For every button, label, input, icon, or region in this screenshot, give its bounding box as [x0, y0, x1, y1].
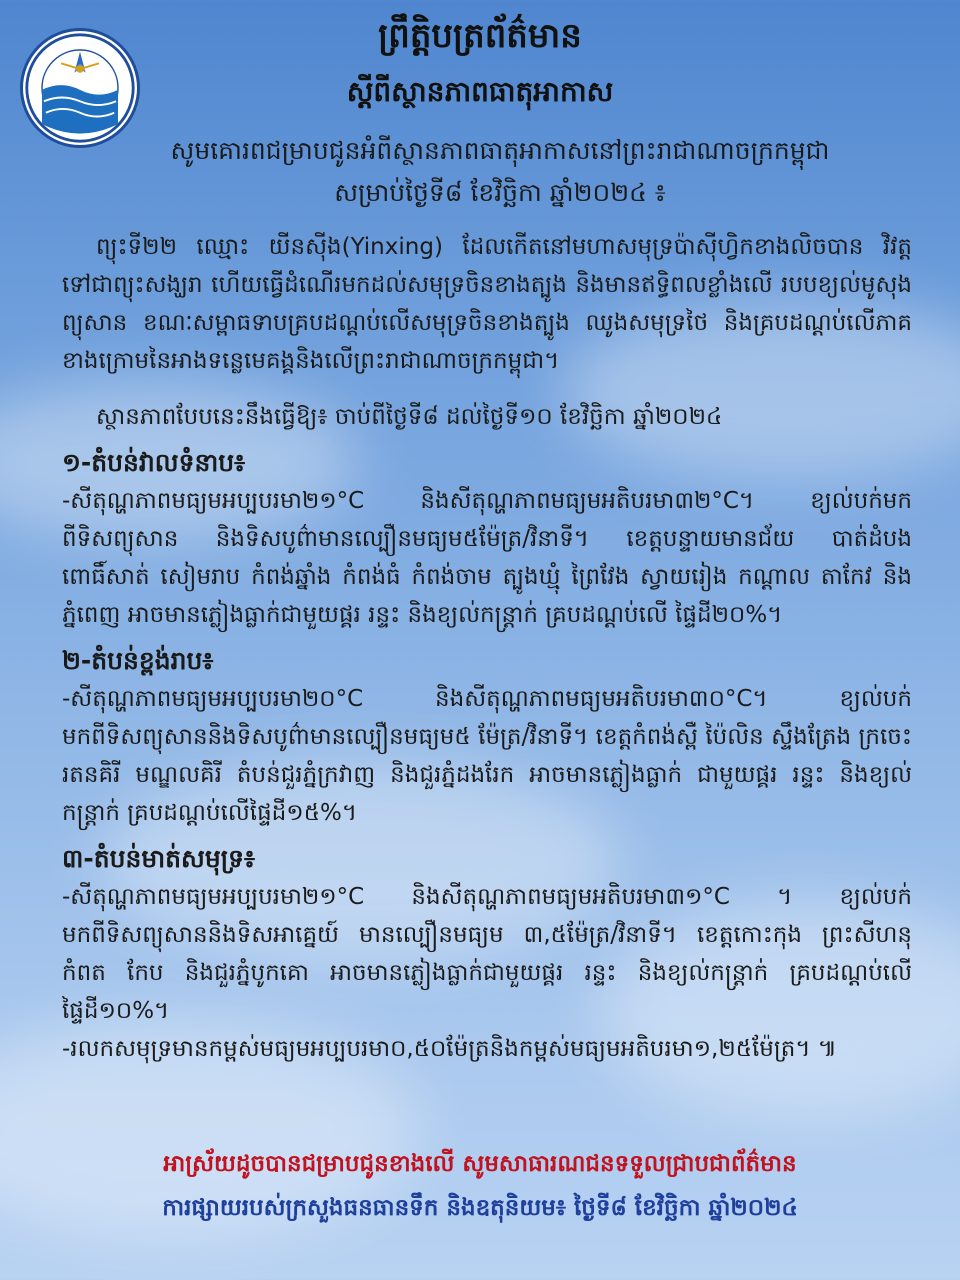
- page-subtitle: ស្តីពីស្ថានភាពធាតុអាកាស: [346, 75, 614, 108]
- footer-publisher: ការផ្សាយរបស់ក្រសួងធនធានទឹក និងឧតុនិយម៖ ថ្ងៃទី៨ ខែវិច្ឆិកា ឆ្នាំ២០២៤: [162, 1195, 798, 1221]
- section-coastal-body: -សីតុណ្ហភាពមធ្យមអប្បបរមា២១°C និងសីតុណ្ហភាពមធ្យមអតិបរមា៣១°C ។ ខ្យល់បក់ មកពីទិសព្យុសាននិងទិសអាគ្នេយ៍ មានល្បឿនមធ្យម ៣,៥ម៉ែត្រ/វិនាទី។ ខេត្តកោះកុង ព្រះសីហនុ កំពត កែប និងជួរភ្នំបូកគោ អាចមានភ្លៀងធ្លាក់ជាមួយផ្គរ រន្ទះ និងខ្យល់កន្ត្រាក់ គ្របដណ្តប់លើផ្ទៃដី១០%។: [62, 884, 912, 1024]
- page-title: ព្រឹត្តិបត្រព័ត៌មាន: [378, 16, 582, 56]
- section-lowland-body: -សីតុណ្ហភាពមធ្យមអប្បបរមា២១°C និងសីតុណ្ហភាពមធ្យមអតិបរមា៣២°C។ ខ្យល់បក់មក ពីទិសព្យុសាន និងទិសបូព៌ាមានល្បឿនមធ្យម៥ម៉ែត្រ/វិនាទី។ ខេត្តបន្ទាយមានជ័យ បាត់ដំបង ពោធិ៍សាត់ សៀមរាប កំពង់ឆ្នាំង កំពង់ធំ កំពង់ចាម ត្បូងឃ្មុំ ព្រៃវែង ស្វាយរៀង កណ្តាល តាកែវ និងភ្នំពេញ អាចមានភ្លៀងធ្លាក់ជាមួយផ្គរ រន្ទះ និងខ្យល់កន្ត្រាក់ គ្របដណ្តប់លើ ផ្ទៃដី២០%។: [62, 488, 912, 628]
- section-lowland-title: ១-តំបន់វាលទំនាប៖: [62, 448, 246, 477]
- header: [0, 8, 960, 115]
- section-plateau-title: ២-តំបន់ខ្ពង់រាប៖: [62, 646, 214, 675]
- duration-paragraph: ស្ថានភាពបែបនេះនឹងធ្វើឱ្យ៖ ចាប់ពីថ្ងៃទី៨ ដល់ថ្ងៃទី១០ ខែវិច្ឆិកា ឆ្នាំ២០២៤: [96, 404, 723, 430]
- section-coastal-waves: -រលកសមុទ្រមានកម្ពស់មធ្យមអប្បបរមា០,៥០ម៉ែត្រនិងកម្ពស់មធ្យមអតិបរមា១,២៥ម៉ែត្រ។ ៕: [62, 1036, 837, 1062]
- footer-notice: អាស្រ័យដូចបានជម្រាបជូនខាងលើ សូមសាធារណជនទទួលជ្រាបជាព័ត៌មាន: [163, 1151, 797, 1177]
- intro-line-1: សូមគោរពជម្រាបជូនអំពីស្ថានភាពធាតុអាកាសនៅព្រះរាជាណាចក្រកម្ពុជា: [170, 136, 830, 165]
- storm-paragraph: ព្យុះទី២២ ឈ្មោះ យីនស៊ីង(Yinxing) ដែលកើតនៅមហាសមុទ្រប៉ាស៊ីហ្វិកខាងលិចបាន វិវត្តទៅជាព្យុះសង្ឃរា ហើយធ្វើដំណើរមកដល់សមុទ្រចិនខាងត្បូង និងមានឥទ្ធិពលខ្លាំងលើ របបខ្យល់មូសុងព្យុសាន ខណៈសម្ពាធទាបគ្របដណ្តប់លើសមុទ្រចិនខាងត្បូង ឈូងសមុទ្រថៃ និងគ្របដណ្តប់លើភាគខាងក្រោមនៃអាងទន្លេមេគង្គនិងលើព្រះរាជាណាចក្រកម្ពុជា។: [62, 234, 912, 374]
- bulletin-content: [62, 228, 912, 1068]
- intro-line-2: សម្រាប់ថ្ងៃទី៨ ខែវិច្ឆិកា ឆ្នាំ២០២៤ ៖: [334, 178, 666, 207]
- intro: [100, 130, 900, 214]
- section-plateau-body: -សីតុណ្ហភាពមធ្យមអប្បបរមា២០°C និងសីតុណ្ហភាពមធ្យមអតិបរមា៣០°C។ ខ្យល់បក់ មកពីទិសព្យុសាននិងទិសបូព៌ាមានល្បឿនមធ្យម៥ ម៉ែត្រ/វិនាទី។ ខេត្តកំពង់ស្ពឺ ប៉ៃលិន ស្ទឹងត្រែង ក្រចេះ រតនគិរី មណ្ឌលគិរី តំបន់ជួរភ្នំក្រវាញ និងជួរភ្នំដងរែក អាចមានភ្លៀងធ្លាក់ ជាមួយផ្គរ រន្ទះ និងខ្យល់កន្ត្រាក់ គ្របដណ្តប់លើផ្ទៃដី១៥%។: [62, 686, 912, 826]
- section-coastal-title: ៣-តំបន់មាត់សមុទ្រ៖: [62, 844, 255, 873]
